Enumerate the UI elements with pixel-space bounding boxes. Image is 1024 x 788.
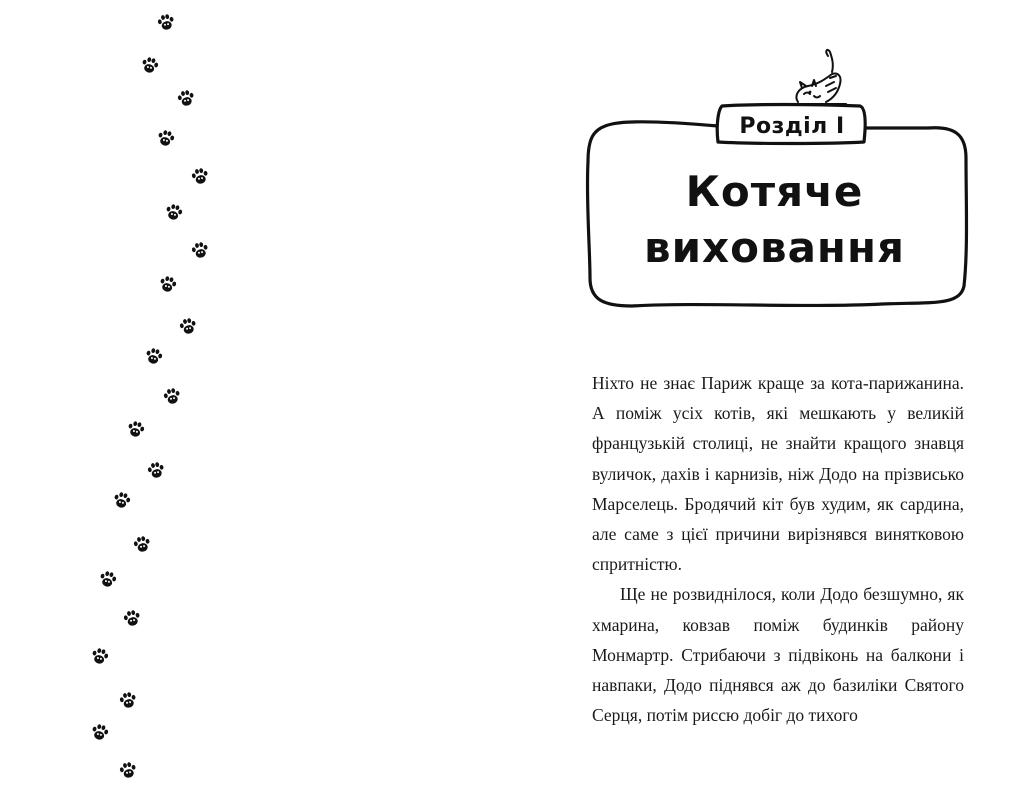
paragraph-1: Ніхто не знає Париж краще за кота-парижанина. А поміж усіх котів, які мешкають у великій французькій столиці, не знайти кращого знавця вуличок, дахів і карнизів, ніж Додо на прізвисько Марселець. Бродячий кіт був худим, як сардина, але саме з цієї причини вирізнявся винятковою спритністю.	[592, 373, 964, 575]
paw-print-icon	[132, 534, 152, 554]
right-page	[512, 0, 1024, 788]
paw-print-icon	[162, 386, 182, 406]
chapter-label: Розділ І	[739, 114, 845, 139]
chapter-title-line-1: Котяче	[685, 167, 864, 216]
paw-print-icon	[98, 569, 118, 589]
sleeping-cat-illustration	[788, 46, 852, 108]
paw-print-icon	[156, 12, 176, 32]
paw-print-icon	[158, 274, 178, 294]
paw-print-icon	[144, 346, 164, 366]
paw-print-icon	[146, 460, 166, 480]
body-text	[592, 368, 964, 730]
paw-print-icon	[118, 690, 138, 710]
paw-print-icon	[164, 202, 184, 222]
paw-print-icon	[190, 240, 210, 260]
paw-print-icon	[178, 316, 198, 336]
chapter-title	[602, 164, 947, 276]
paw-print-icon	[126, 419, 146, 439]
chapter-title-line-2: виховання	[644, 223, 905, 272]
paw-print-icon	[190, 166, 210, 186]
paw-print-icon	[90, 722, 110, 742]
paw-print-icon	[118, 760, 138, 780]
paw-print-icon	[176, 88, 196, 108]
paw-print-icon	[122, 608, 142, 628]
paw-print-icon	[156, 128, 176, 148]
paw-print-icon	[90, 646, 110, 666]
paw-print-icon	[140, 55, 160, 75]
paw-print-icon	[112, 490, 132, 510]
paragraph-2: Ще не розвиднілося, коли Додо безшумно, як хмарина, ковзав поміж будинків району Монмартр. Стрибаючи з підвіконь на балкони і навпаки, Додо піднявся аж до базиліки Святого Серця, потім риссю добіг до тихого	[592, 584, 964, 726]
